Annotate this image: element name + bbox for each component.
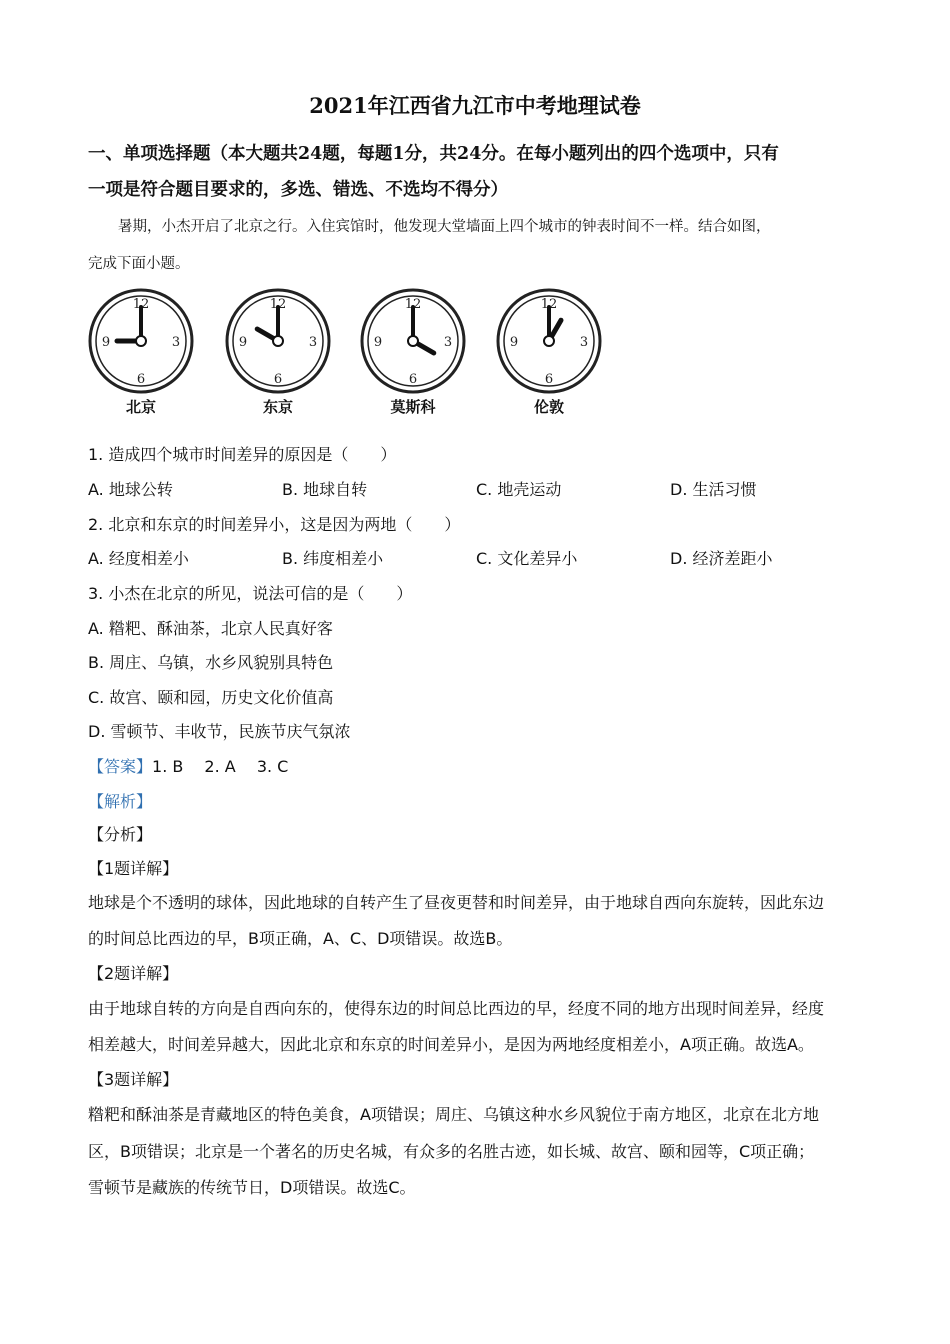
clock-london xyxy=(494,286,604,420)
answer-label: 【答案】 xyxy=(88,757,153,776)
fenxi-label: 【分析】 xyxy=(88,825,153,844)
clock-center-pin xyxy=(136,336,146,346)
detail-2-label: 【2题详解】 xyxy=(88,964,179,983)
intro-line1: 暑期，小杰开启了北京之行。入住宾馆时，他发现大堂墙面上四个城市的钟表时间不一样。结合如图， xyxy=(118,219,771,235)
clock-numeral: 9 xyxy=(238,335,248,350)
answer-text: 1. B 2. A 3. C xyxy=(152,757,289,776)
clock-tokyo xyxy=(223,286,333,420)
question-2-option-c: C. 文化差异小 xyxy=(476,549,578,568)
clock-numeral: 6 xyxy=(408,372,418,387)
clock-numeral: 9 xyxy=(373,335,383,350)
detail-3-line-2: 区，B项错误；北京是一个著名的历史名城，有众多的名胜古迹，如长城、故宫、颐和园等，C项正确； xyxy=(88,1142,815,1161)
clock-moscow xyxy=(358,286,468,420)
page-title: 2021年江西省九江市中考地理试卷 xyxy=(309,93,641,118)
question-2-option-d: D. 经济差距小 xyxy=(670,549,773,568)
detail-2-line-2: 相差越大，时间差异越大，因此北京和东京的时间差异小，是因为两地经度相差小，A项正确。故选A。 xyxy=(88,1035,814,1054)
clock-center-pin xyxy=(544,336,554,346)
clock-center-pin xyxy=(408,336,418,346)
clock-numeral: 6 xyxy=(136,372,146,387)
question-1-option-a: A. 地球公转 xyxy=(88,480,173,499)
analysis-label: 【解析】 xyxy=(88,792,153,811)
clock-label: 东京 xyxy=(262,398,293,416)
clock-beijing xyxy=(86,286,196,420)
clock-label: 北京 xyxy=(125,398,156,416)
question-1-stem: 1. 造成四个城市时间差异的原因是（ ） xyxy=(88,445,397,464)
question-2-option-a: A. 经度相差小 xyxy=(88,549,189,568)
clock-numeral: 12 xyxy=(404,297,422,312)
clock-numeral: 9 xyxy=(101,335,111,350)
clock-numeral: 3 xyxy=(443,335,453,350)
clock-face-icon xyxy=(358,286,468,396)
clock-numeral: 9 xyxy=(509,335,519,350)
clock-numeral: 6 xyxy=(544,372,554,387)
detail-3-label: 【3题详解】 xyxy=(88,1070,179,1089)
detail-1-line-1: 地球是个不透明的球体，因此地球的自转产生了昼夜更替和时间差异，由于地球自西向东旋转，因此东边 xyxy=(88,893,825,912)
detail-1-line-2: 的时间总比西边的早，B项正确，A、C、D项错误。故选B。 xyxy=(88,929,513,948)
clock-center-pin xyxy=(273,336,283,346)
clock-numeral: 3 xyxy=(308,335,318,350)
clock-label: 莫斯科 xyxy=(390,398,436,416)
clock-numeral: 6 xyxy=(273,372,283,387)
clock-face-icon xyxy=(223,286,333,396)
detail-3-line-1: 糌粑和酥油茶是青藏地区的特色美食，A项错误；周庄、乌镇这种水乡风貌位于南方地区，北京在北方地 xyxy=(88,1105,819,1124)
detail-2-line-1: 由于地球自转的方向是自西向东的，使得东边的时间总比西边的早，经度不同的地方出现时间差异，经度 xyxy=(88,999,825,1018)
clock-numeral: 12 xyxy=(269,297,287,312)
clock-face-icon xyxy=(86,286,196,396)
clock-numeral: 12 xyxy=(540,297,558,312)
clock-numeral: 3 xyxy=(579,335,589,350)
detail-1-label: 【1题详解】 xyxy=(88,859,179,878)
question-3-option-d: D. 雪顿节、丰收节，民族节庆气氛浓 xyxy=(88,722,351,741)
detail-3-line-3: 雪顿节是藏族的传统节日，D项错误。故选C。 xyxy=(88,1178,416,1197)
clock-label: 伦敦 xyxy=(533,398,564,416)
answer-line xyxy=(88,756,288,778)
question-1-option-c: C. 地壳运动 xyxy=(476,480,562,499)
question-1-option-d: D. 生活习惯 xyxy=(670,480,757,499)
question-2-option-b: B. 纬度相差小 xyxy=(282,549,384,568)
question-2-stem: 2. 北京和东京的时间差异小，这是因为两地（ ） xyxy=(88,515,461,534)
section-heading-line2: 一项是符合题目要求的，多选、错选、不选均不得分） xyxy=(88,180,508,200)
question-3-stem: 3. 小杰在北京的所见，说法可信的是（ ） xyxy=(88,584,413,603)
clock-figure xyxy=(86,286,606,426)
section-heading-line1: 一、单项选择题（本大题共24题，每题1分，共24分。在每小题列出的四个选项中，只有 xyxy=(88,144,779,164)
question-3-option-c: C. 故宫、颐和园，历史文化价值高 xyxy=(88,688,334,707)
intro-line2: 完成下面小题。 xyxy=(88,256,190,272)
clock-numeral: 3 xyxy=(171,335,181,350)
clock-numeral: 12 xyxy=(132,297,150,312)
question-3-option-a: A. 糌粑、酥油茶，北京人民真好客 xyxy=(88,619,333,638)
question-3-option-b: B. 周庄、乌镇，水乡风貌别具特色 xyxy=(88,653,334,672)
clock-face-icon xyxy=(494,286,604,396)
question-1-option-b: B. 地球自转 xyxy=(282,480,368,499)
